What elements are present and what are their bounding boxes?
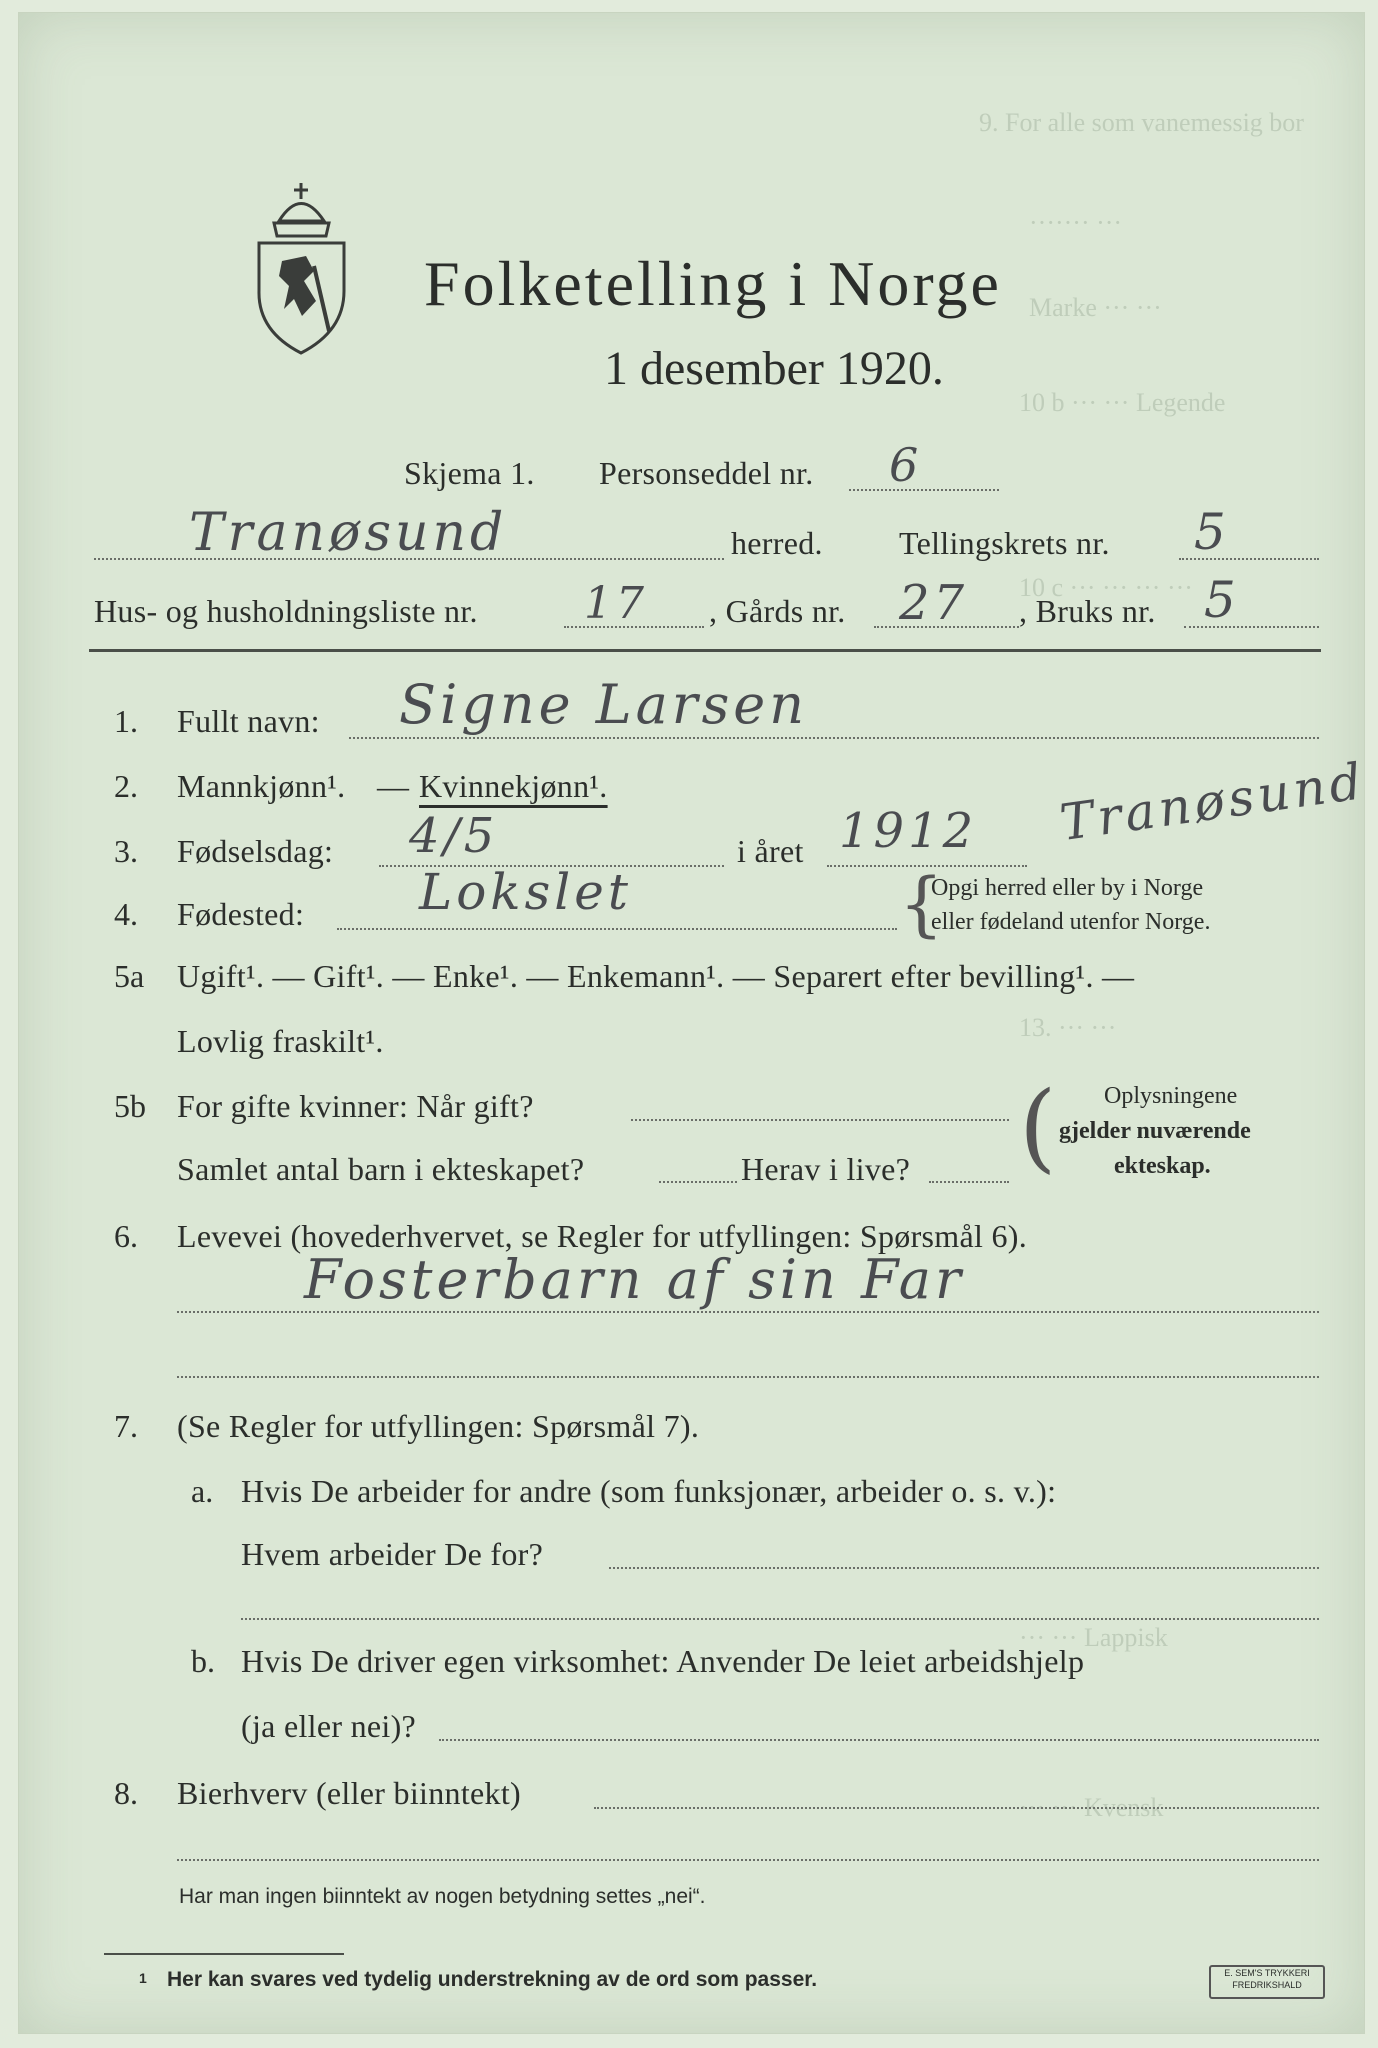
q7-label: (Se Regler for utfyllingen: Spørsmål 7). — [177, 1408, 700, 1444]
occupation-field-line2[interactable] — [177, 1376, 1319, 1378]
form-date: 1 desember 1920. — [604, 342, 944, 395]
q5b-label-alive: Herav i live? — [741, 1151, 911, 1187]
q3-label: Fødselsdag: — [177, 833, 334, 869]
personseddel-label: Personseddel nr. — [599, 455, 814, 491]
birth-year-value: 1912 — [839, 803, 978, 859]
printer-stamp — [1209, 1965, 1325, 1999]
q5b-bracket: ( — [1019, 1071, 1057, 1183]
personseddel-field[interactable] — [849, 489, 999, 491]
birthplace-field[interactable] — [337, 928, 897, 930]
tellingskrets-label: Tellingskrets nr. — [899, 525, 1110, 561]
q8-label: Bierhverv (eller biinntekt) — [177, 1775, 521, 1811]
bleed-through-text: ··· ··· Lappisk — [1019, 1623, 1168, 1652]
q1-number: 1. — [114, 703, 138, 739]
employer-field-line2[interactable] — [241, 1618, 1319, 1620]
q5b-note-line2: gjelder nuværende — [1059, 1118, 1251, 1144]
children-count-field[interactable] — [659, 1181, 737, 1183]
q6-number: 6. — [114, 1218, 138, 1254]
footnote-divider — [104, 1953, 344, 1955]
q5b-label-children: Samlet antal barn i ekteskapet? — [177, 1151, 585, 1187]
gards-label: , Gårds nr. — [709, 593, 846, 629]
norwegian-coat-of-arms-icon — [244, 181, 359, 356]
full-name-field[interactable] — [349, 737, 1319, 739]
q7a-letter: a. — [191, 1473, 214, 1509]
married-date-field[interactable] — [631, 1119, 1009, 1121]
gards-value: 27 — [899, 575, 969, 631]
bleed-through-text: ······· ··· — [1029, 208, 1123, 237]
q4-number: 4. — [114, 896, 138, 932]
bleed-through-text: 10 b ··· ··· Legende — [1019, 388, 1226, 417]
bleed-through-text: ··· ··· Kvensk — [1019, 1793, 1164, 1822]
footnote-mark: 1 — [139, 1970, 147, 1986]
husliste-label: Hus- og husholdningsliste nr. — [94, 593, 478, 629]
q3-year-label: i året — [737, 833, 804, 869]
q7a-line1: Hvis De arbeider for andre (som funksjonær, arbeider o. s. v.): — [241, 1473, 1057, 1509]
q4-note-line2: eller fødeland utenfor Norge. — [931, 909, 1211, 935]
birth-extra-value: Tranøsund — [1056, 751, 1369, 853]
q8-note: Har man ingen biinntekt av nogen betydning settes „nei“. — [179, 1885, 706, 1908]
bruks-label: , Bruks nr. — [1019, 593, 1156, 629]
q4-note-line1: Opgi herred eller by i Norge — [931, 875, 1204, 901]
q5b-note-line1: Oplysningene — [1104, 1083, 1238, 1109]
side-income-field-line1[interactable] — [594, 1807, 1319, 1809]
bleed-through-text: 10 c ··· ··· ··· ··· — [1019, 573, 1193, 602]
q6-label: Levevei (hovederhvervet, se Regler for utfyllingen: Spørsmål 6). — [177, 1218, 1028, 1254]
q4-brace: { — [899, 863, 944, 945]
q1-label: Fullt navn: — [177, 703, 320, 739]
q5b-number: 5b — [114, 1088, 146, 1124]
hired-help-field[interactable] — [439, 1739, 1319, 1741]
q2-male-option[interactable]: Mannkjønn¹. — [177, 768, 346, 804]
birthplace-value: Lokslet — [419, 863, 632, 921]
employer-field-line1[interactable] — [609, 1567, 1319, 1569]
herred-label: herred. — [731, 525, 823, 561]
q4-label: Fødested: — [177, 896, 305, 932]
children-alive-field[interactable] — [929, 1181, 1009, 1183]
husliste-value: 17 — [584, 578, 648, 629]
full-name-value: Signe Larsen — [399, 673, 809, 736]
q8-number: 8. — [114, 1775, 138, 1811]
q5a-number: 5a — [114, 958, 145, 994]
census-form-sheet — [18, 12, 1369, 2034]
footnote-text: Her kan svares ved tydelig understrekning av de ord som passer. — [167, 1968, 818, 1991]
header-divider — [89, 649, 1321, 652]
q2-female-option[interactable]: Kvinnekjønn¹. — [419, 768, 608, 804]
q2-number: 2. — [114, 768, 138, 804]
q5a-options-cont[interactable]: Lovlig fraskilt¹. — [177, 1023, 384, 1059]
q7b-letter: b. — [191, 1643, 215, 1679]
herred-value: Tranøsund — [189, 503, 508, 563]
bruks-value: 5 — [1204, 571, 1240, 629]
tellingskrets-value: 5 — [1194, 503, 1230, 561]
personseddel-value: 6 — [889, 438, 923, 492]
side-income-field-line2[interactable] — [177, 1859, 1319, 1861]
q7b-line2: (ja eller nei)? — [241, 1708, 417, 1744]
birthday-value: 4/5 — [409, 808, 499, 864]
printer-stamp-line2: FREDRIKSHALD — [1232, 1980, 1302, 1990]
q7a-line2: Hvem arbeider De for? — [241, 1536, 544, 1572]
bleed-through-text: Marke ··· ··· — [1029, 293, 1162, 322]
bleed-through-text: 13. ··· ··· — [1019, 1013, 1117, 1042]
q5b-label-married: For gifte kvinner: Når gift? — [177, 1088, 534, 1124]
q5b-note-line3: ekteskap. — [1114, 1153, 1211, 1179]
form-title: Folketelling i Norge — [424, 248, 1002, 319]
q3-number: 3. — [114, 833, 138, 869]
bleed-through-text: 9. For alle som vanemessig bor — [979, 108, 1304, 137]
q2-separator: — — [377, 768, 410, 804]
printer-stamp-line1: E. SEM'S TRYKKERI — [1224, 1968, 1310, 1978]
occupation-value: Fosterbarn af sin Far — [304, 1248, 965, 1311]
q7b-line1: Hvis De driver egen virksomhet: Anvender De leiet arbeidshjelp — [241, 1643, 1085, 1679]
skjema-label: Skjema 1. — [404, 455, 535, 491]
occupation-field-line1[interactable] — [177, 1311, 1319, 1313]
q5a-options[interactable]: Ugift¹. — Gift¹. — Enke¹. — Enkemann¹. — Separert efter bevilling¹. — — [177, 958, 1135, 994]
q7-number: 7. — [114, 1408, 138, 1444]
